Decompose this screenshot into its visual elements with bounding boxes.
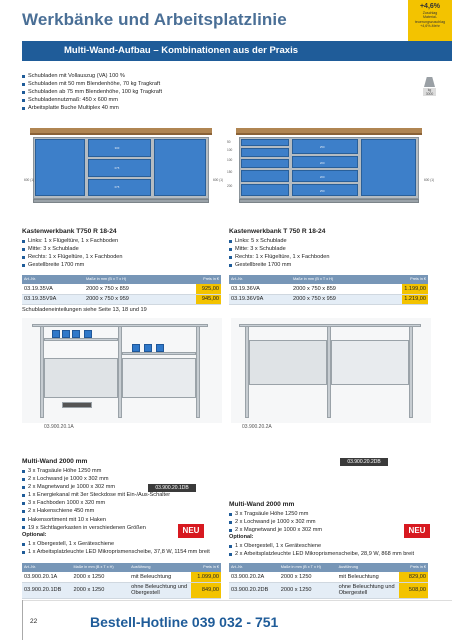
drawer [292, 156, 358, 168]
badge-line: Zuschlag [422, 11, 438, 15]
list-item: 1 x Obergestell, 1 x Geräteschiene [22, 540, 210, 548]
workbench-left-drawing [30, 128, 212, 208]
optional-list [22, 540, 210, 556]
dimension-label: 600 (1) [213, 178, 224, 182]
table-row [229, 284, 428, 295]
list-item: 2 x Magnetwand je 1000 x 302 mm [22, 483, 170, 491]
shelf [122, 352, 196, 355]
weight-icon [424, 77, 435, 87]
magnet-wall [122, 358, 196, 398]
dimension-label: 100 [227, 158, 233, 162]
price: 945,00 [196, 294, 221, 305]
list-item: Schubladen ab 75 mm Blendenhöhe, 100 kg Tragkraft [22, 88, 162, 96]
art-number: 03.900.20.1DB [22, 582, 72, 598]
drawer [292, 170, 358, 182]
order-hotline: Bestell-Hotline 039 032 - 751 [90, 614, 279, 630]
new-badge: NEU [404, 524, 430, 538]
support-column [409, 326, 413, 418]
product-bullet-list [22, 237, 123, 269]
list-item: Gestellbreite 1700 mm [229, 261, 330, 269]
worktop [236, 128, 422, 135]
list-item: 19 x Sichtlagerkasten in verschiedenen Größen [22, 524, 170, 532]
table-header: Art.-Nr. [229, 275, 291, 284]
price: 829,00 [399, 572, 428, 583]
top-frame [32, 324, 208, 327]
optional-label: Optional: [229, 534, 254, 540]
shelf [44, 338, 118, 341]
table-row [22, 572, 221, 583]
product-bullet-list [22, 467, 170, 532]
product-bullet-list [229, 510, 322, 534]
table-header: Preis in € [191, 563, 221, 572]
product-title: Multi-Wand 2000 mm [229, 501, 295, 508]
drawer-label: 075 [114, 165, 120, 170]
table-header: Maße in mm (B x T x H) [72, 563, 130, 572]
drawer [241, 159, 289, 168]
dimension-label: 600 (1) [24, 178, 35, 182]
badge-line: Material- [423, 15, 437, 20]
storage-bin [84, 330, 92, 338]
list-item: 2 x Hakenschiene 450 mm [22, 507, 170, 515]
table-header: Ausführung [129, 563, 191, 572]
table-header: Art.-Nr. [22, 563, 72, 572]
dimensions: 2000 x 1250 [279, 572, 337, 583]
drawer [241, 139, 289, 146]
base-plinth [33, 199, 209, 203]
list-item: 2 x Lochwand je 1000 x 302 mm [229, 518, 322, 526]
dimension-label: 200 [227, 184, 233, 188]
dimension-label: 600 (1) [424, 178, 435, 182]
storage-bin [156, 344, 164, 352]
price: 508,00 [399, 582, 428, 598]
price: 1.099,00 [191, 572, 221, 583]
dimensions: 2000 x 1250 [72, 572, 130, 583]
table-header: Maße in mm (B x T x H) [279, 563, 337, 572]
drawer [88, 159, 151, 177]
table-row [229, 582, 428, 598]
drawer-label: 250 [319, 144, 325, 149]
storage-bin [144, 344, 152, 352]
weight-label [423, 88, 436, 96]
price: 1.199,00 [402, 284, 428, 295]
list-item: 2 x Magnetwand je 1000 x 302 mm [229, 526, 322, 534]
image-caption: 03.900.20.1A [44, 424, 74, 430]
dimensions: 2000 x 750 x 959 [84, 294, 196, 305]
list-item: 2 x Lochwand je 1000 x 302 mm [22, 475, 170, 483]
workbench-right-drawing [236, 128, 422, 208]
drawer-label: 200 [319, 160, 325, 165]
variant: mit Beleuchtung [337, 572, 399, 583]
art-number: 03.19.36V9A [229, 294, 291, 305]
list-item: Rechts: 1 x Flügeltüre, 1 x Fachboden [229, 253, 330, 261]
drawer [292, 139, 358, 154]
new-badge: NEU [178, 524, 204, 538]
art-number: 03.19.35VA [22, 284, 84, 295]
art-number: 03.19.35V9A [22, 294, 84, 305]
dimensions: 2000 x 1250 [279, 582, 337, 598]
top-frame [239, 324, 421, 327]
dimensions: 2000 x 750 x 959 [291, 294, 402, 305]
variant-tag: 03.900.20.2DB [340, 458, 388, 466]
variant: ohne Beleuchtung und Obergestell [337, 582, 399, 598]
list-item: 3 x Tragsäule Höhe 1250 mm [22, 467, 170, 475]
dimension-label: 150 [227, 170, 233, 174]
list-item: 1 x Arbeitsplatzleuchte LED Mikroprismenscheibe, 37,8 W, 1154 mm breit [22, 548, 210, 556]
weight-capacity-icon [423, 77, 436, 97]
list-item: 1 x Energiekanal mit 3er Steckdose mit Ein-/Aus-Schalter [22, 491, 170, 499]
table-header: Preis in € [399, 563, 428, 572]
price-table [229, 563, 428, 599]
drawer-label: 075 [114, 185, 120, 190]
drawer [241, 170, 289, 182]
list-item: Mitte: 3 x Schublade [229, 245, 330, 253]
list-item: Arbeitsplatte Buche Multiplex 40 mm [22, 104, 162, 112]
price-table [22, 563, 221, 599]
drawer-layout-note: Schubladeneinteilungen siehe Seite 13, 18 und 19 [22, 307, 147, 313]
art-number: 03.900.20.2DB [229, 582, 279, 598]
table-row [229, 294, 428, 305]
base-plinth [239, 199, 419, 203]
table-header: Art.-Nr. [229, 563, 279, 572]
table-header: Preis in € [196, 275, 221, 284]
surcharge-badge [408, 0, 452, 45]
drawer [88, 179, 151, 196]
dimension-label: 50 [227, 140, 231, 144]
drawer-label: 250 [319, 188, 325, 193]
table-header: Ausführung [337, 563, 399, 572]
perforated-wall [249, 340, 327, 385]
page-number: 22 [30, 618, 38, 625]
list-item: 1 x Obergestell, 1 x Geräteschiene [229, 542, 414, 550]
drawer [241, 184, 289, 196]
list-item: Schubladennutzmaß: 450 x 600 mm [22, 96, 162, 104]
variant-tag: 03.900.20.1DB [148, 484, 196, 492]
list-item: Schubladen mit 50 mm Blendenhöhe, 70 kg Tragkraft [22, 80, 162, 88]
magnet-wall [331, 340, 409, 385]
storage-bin [62, 330, 70, 338]
cabinet-door-left [35, 139, 85, 196]
list-item: 2 x Arbeitsplatzleuchte LED Mikroprismenscheibe, 28,9 W, 868 mm breit [229, 550, 414, 558]
footer-divider [22, 600, 452, 601]
worktop [30, 128, 212, 135]
cabinet-door-right [154, 139, 206, 196]
feature-list [22, 72, 162, 112]
price: 849,00 [191, 582, 221, 598]
badge-percent: +4,6% [419, 3, 441, 10]
art-number: 03.900.20.1A [22, 572, 72, 583]
list-item: Links: 5 x Schublade [229, 237, 330, 245]
product-bullet-list [229, 237, 330, 269]
art-number: 03.900.20.2A [229, 572, 279, 583]
drawer-label: 200 [319, 174, 325, 179]
power-strip [62, 402, 92, 408]
table-row [22, 294, 221, 305]
variant: ohne Beleuchtung und Obergestell [129, 582, 191, 598]
dimensions: 2000 x 750 x 859 [291, 284, 402, 295]
list-item: 3 x Fachboden 1000 x 320 mm [22, 499, 170, 507]
product-title: Multi-Wand 2000 mm [22, 458, 88, 465]
drawer [241, 148, 289, 157]
list-item: Hakensortiment mit 10 x Haken [22, 516, 170, 524]
badge-line: +4,6%-Mehr [420, 24, 440, 29]
list-item: 3 x Tragsäule Höhe 1250 mm [229, 510, 322, 518]
section-subtitle-bar: Multi-Wand-Aufbau – Kombinationen aus der Praxis [22, 41, 452, 61]
dimension-label: 100 [227, 148, 233, 152]
table-header: Art.-Nr. [22, 275, 84, 284]
optional-list [229, 542, 414, 558]
table-row [22, 582, 221, 598]
price-table [22, 275, 221, 305]
storage-bin [52, 330, 60, 338]
storage-bin [72, 330, 80, 338]
list-item: Schubladen mit Vollauszug (VA) 100 % [22, 72, 162, 80]
product-title: Kastenwerkbank T 750 R 18-24 [229, 228, 326, 235]
footer-rule [22, 600, 23, 640]
weight-value: 3000 [425, 92, 434, 96]
price: 1.219,00 [402, 294, 428, 305]
storage-bin [132, 344, 140, 352]
page-title: Werkbänke und Arbeitsplatzlinie [22, 10, 287, 29]
variant: mit Beleuchtung [129, 572, 191, 583]
list-item: Gestellbreite 1700 mm [22, 261, 123, 269]
image-caption: 03.900.20.2A [242, 424, 272, 430]
support-column [196, 326, 200, 418]
art-number: 03.19.36VA [229, 284, 291, 295]
perforated-wall [44, 358, 118, 398]
multiwall-image-right [231, 318, 431, 423]
table-row [229, 572, 428, 583]
product-title: Kastenwerkbank T750 R 18-24 [22, 228, 117, 235]
price-table [229, 275, 428, 305]
list-item: Rechts: 1 x Flügeltüre, 1 x Fachboden [22, 253, 123, 261]
drawer-label: 300 [114, 145, 120, 150]
optional-label: Optional: [22, 532, 47, 538]
table-row [22, 284, 221, 295]
weight-unit: kg [427, 88, 432, 92]
dimensions: 2000 x 1250 [72, 582, 130, 598]
dimensions: 2000 x 750 x 859 [84, 284, 196, 295]
drawer [292, 184, 358, 196]
drawer [88, 139, 151, 157]
list-item: Mitte: 3 x Schublade [22, 245, 123, 253]
cabinet-door-right [361, 139, 416, 196]
table-header: Preis in € [402, 275, 428, 284]
table-header: Maße in mm (B x T x H) [84, 275, 196, 284]
table-header: Maße in mm (B x T x H) [291, 275, 402, 284]
badge-line: teuerungszuschlag [414, 19, 446, 24]
list-item: Links: 1 x Flügeltüre, 1 x Fachboden [22, 237, 123, 245]
multiwall-image-left [22, 318, 222, 423]
price: 925,00 [196, 284, 221, 295]
